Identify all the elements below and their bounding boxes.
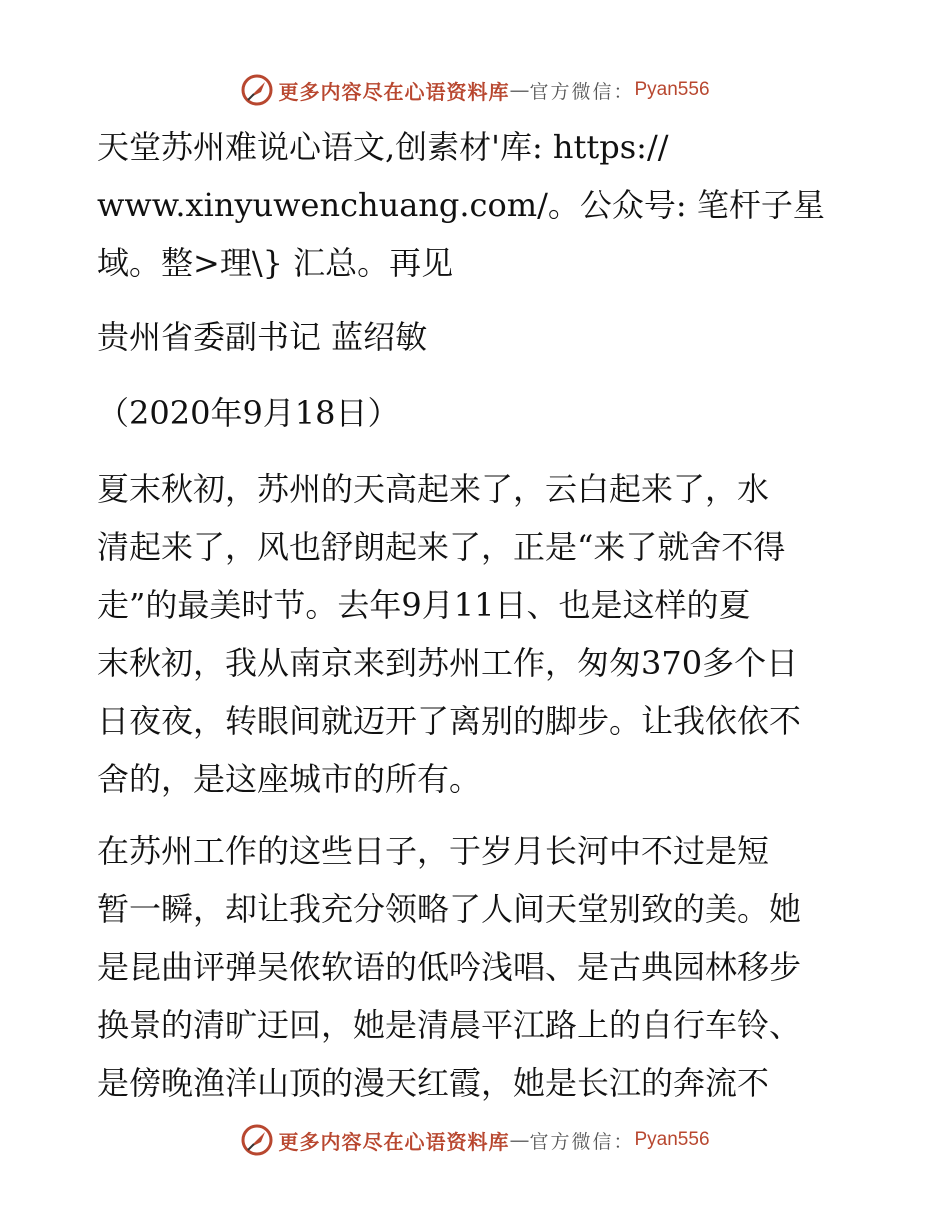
body-paragraph-1: [97, 460, 857, 808]
banner-wechat-label: 官方微信：: [529, 1130, 635, 1153]
banner-dash: —: [509, 78, 530, 102]
text-line: 夏末秋初，苏州的天高起来了，云白起来了，水: [97, 470, 770, 508]
text-line: 域。整>理\} 汇总。再见: [97, 244, 454, 282]
text-line: 走”的最美时节。去年9月11日、也是这样的夏: [97, 586, 751, 624]
text-line: 在苏州工作的这些日子，于岁月长河中不过是短: [97, 832, 770, 870]
date-line: [97, 384, 857, 442]
banner-wechat-id: Pyan556: [634, 79, 710, 100]
text-line: 是傍晚渔洋山顶的漫天红霞，她是长江的奔流不: [97, 1064, 770, 1102]
banner-dash: —: [509, 1128, 530, 1152]
quill-logo-icon: [240, 1123, 274, 1157]
body-paragraph-2: [97, 822, 857, 1112]
text-line: 舍的，是这座城市的所有。: [97, 760, 482, 798]
banner-wechat-id: Pyan556: [634, 1129, 710, 1150]
footer-banner: [0, 1120, 950, 1160]
text-line: www.xinyuwenchuang.com/。公众号: 笔杆子星: [97, 186, 825, 224]
intro-paragraph: [97, 118, 857, 292]
text-line: 末秋初，我从南京来到苏州工作，匆匆370多个日: [97, 644, 799, 682]
text-line: 天堂苏州难说心语文,创素材'库: https://: [97, 128, 669, 166]
author-line: [97, 308, 857, 366]
text-line: 换景的清旷迂回，她是清晨平江路上的自行车铃、: [97, 1006, 802, 1044]
quill-logo-icon: [240, 73, 274, 107]
text-line: 清起来了，风也舒朗起来了，正是“来了就舍不得: [97, 528, 786, 566]
banner-title: 更多内容尽在心语资料库: [278, 79, 510, 104]
text-line: （2020年9月18日）: [97, 394, 400, 432]
text-line: 贵州省委副书记 蓝绍敏: [97, 318, 428, 356]
text-line: 暂一瞬，却让我充分领略了人间天堂别致的美。她: [97, 890, 802, 928]
banner-wechat-label: 官方微信：: [529, 80, 635, 103]
banner-title: 更多内容尽在心语资料库: [278, 1129, 510, 1154]
text-line: 日夜夜，转眼间就迈开了离别的脚步。让我依依不: [97, 702, 802, 740]
header-banner: [0, 70, 950, 110]
text-line: 是昆曲评弹吴侬软语的低吟浅唱、是古典园林移步: [97, 948, 802, 986]
